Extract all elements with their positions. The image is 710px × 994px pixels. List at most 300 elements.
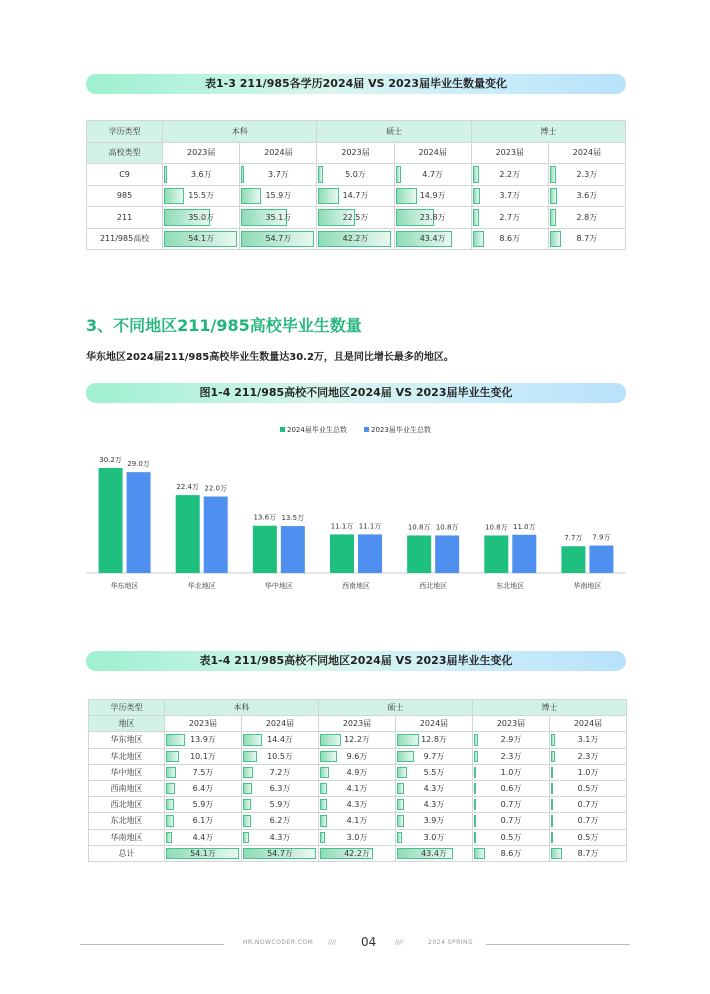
table-cell [242,797,319,813]
cell-data-bar [320,832,325,843]
table-row [87,185,626,207]
header-category: 学历类型 [89,700,165,716]
cell-value: 4.3万 [423,784,445,794]
cell-value: 10.1万 [190,751,216,761]
header-row-label: 高校类型 [87,142,163,164]
table-cell [394,164,471,186]
table-cell [242,780,319,796]
cell-data-bar [320,815,327,826]
cell-data-bar [473,188,480,205]
table-cell [242,732,319,748]
cell-value: 42.2万 [342,234,369,244]
table-cell [471,164,548,186]
cell-value: 3.7万 [267,169,289,179]
data-label: 11.1万 [330,522,354,531]
footer-line-left [80,944,224,945]
bar [561,546,585,573]
cell-data-bar [550,166,556,183]
footer-sep-left: //// [328,939,337,946]
cell-data-bar [166,767,176,778]
cell-value: 54.1万 [190,848,216,858]
header-year: 2024届 [550,716,627,732]
table-cell [317,164,394,186]
cell-value: 2.9万 [500,735,522,745]
bar [204,497,228,573]
row-label: C9 [87,164,163,186]
cell-value: 8.7万 [576,234,598,244]
table-cell [396,780,473,796]
cell-data-bar [243,783,252,794]
table-cell [473,829,550,845]
cell-data-bar [243,799,251,810]
table-cell [319,748,396,764]
cell-value: 4.1万 [346,784,368,794]
table-cell [242,748,319,764]
table-cell [550,813,627,829]
table-row [89,764,627,780]
cell-data-bar [243,767,253,778]
table-cell [165,845,242,861]
table-cell [550,748,627,764]
cell-value: 0.7万 [500,800,522,810]
cell-data-bar [320,783,327,794]
table-cell [165,813,242,829]
table-cell [548,164,625,186]
data-label: 7.7万 [564,534,583,543]
cell-data-bar [474,783,476,794]
cell-value: 3.9万 [423,816,445,826]
header-year: 2024届 [548,142,625,164]
cell-data-bar [473,166,479,183]
cell-data-bar [166,734,185,745]
bar [435,535,459,573]
cell-value: 12.2万 [344,735,370,745]
table-cell [471,185,548,207]
header-year: 2024届 [240,142,317,164]
cell-data-bar [318,188,339,205]
data-label: 10.8万 [435,523,459,532]
table-cell [165,780,242,796]
cell-value: 42.2万 [344,848,370,858]
cell-data-bar [396,188,417,205]
data-label: 30.2万 [99,456,122,464]
region-bar-chart [86,420,626,600]
table-cell [473,748,550,764]
table-cell [550,780,627,796]
cell-data-bar [474,799,476,810]
bar [127,472,151,573]
x-tick-label: 华中地区 [264,582,293,590]
cell-data-bar [320,799,327,810]
cell-data-bar [397,832,402,843]
cell-data-bar [243,734,262,745]
table-row [89,829,627,845]
header-row-label: 地区 [89,716,165,732]
table-cell [471,228,548,250]
header-degree: 硕士 [317,121,471,143]
cell-data-bar [320,751,337,762]
table-cell [396,845,473,861]
table-cell [550,797,627,813]
cell-value: 13.9万 [190,735,216,745]
cell-data-bar [243,832,249,843]
bar [407,535,431,573]
table-cell [240,207,317,229]
cell-value: 14.9万 [419,191,446,201]
legend-label: 2024届毕业生总数 [287,426,347,434]
cell-data-bar [473,209,479,226]
cell-value: 35.0万 [188,212,215,222]
table-cell [165,797,242,813]
x-tick-label: 华东地区 [110,582,139,590]
header-year: 2023届 [165,716,242,732]
table-cell [317,228,394,250]
cell-data-bar [551,783,553,794]
header-degree: 本科 [165,700,319,716]
cell-value: 2.3万 [577,751,599,761]
cell-value: 5.5万 [423,767,445,777]
cell-data-bar [397,767,407,778]
cell-data-bar [320,767,329,778]
cell-data-bar [551,767,553,778]
cell-data-bar [551,832,553,843]
header-year: 2023届 [163,142,240,164]
cell-data-bar [164,188,184,205]
header-year: 2023届 [473,716,550,732]
x-tick-label: 西南地区 [342,582,370,590]
cell-value: 4.4万 [192,832,214,842]
header-degree: 博士 [473,700,627,716]
cell-value: 0.5万 [500,832,522,842]
row-label: 211 [87,207,163,229]
table-cell [240,164,317,186]
x-tick-label: 华南地区 [573,582,602,590]
cell-value: 4.3万 [346,800,368,810]
cell-value: 12.8万 [421,735,447,745]
table-cell [317,207,394,229]
table-cell [165,764,242,780]
legend-label: 2023届毕业生总数 [371,426,431,434]
table-cell [163,164,240,186]
cell-value: 8.7万 [577,848,599,858]
cell-value: 54.7万 [265,234,292,244]
table-row [87,207,626,229]
row-label: 华北地区 [89,748,165,764]
table-cell [319,780,396,796]
cell-data-bar [551,815,553,826]
cell-value: 5.0万 [345,169,366,179]
data-label: 10.8万 [407,523,431,532]
cell-value: 9.7万 [423,751,445,761]
table-cell [319,813,396,829]
header-degree: 本科 [163,121,317,143]
header-year: 2023届 [317,142,394,164]
cell-value: 15.9万 [265,191,292,201]
table-cell [548,185,625,207]
cell-value: 4.1万 [346,816,368,826]
table-cell [548,228,625,250]
row-label: 西北地区 [89,797,165,813]
figure14-title: 图1-4 211/985高校不同地区2024届 VS 2023届毕业生变化 [86,383,626,403]
table-cell [319,797,396,813]
cell-value: 5.9万 [269,800,291,810]
cell-data-bar [474,815,476,826]
table-cell [242,845,319,861]
header-year: 2024届 [394,142,471,164]
table-cell [473,764,550,780]
cell-value: 14.7万 [342,191,369,201]
cell-value: 3.6万 [190,169,212,179]
x-tick-label: 东北地区 [496,582,525,590]
table-cell [165,732,242,748]
table-cell [240,185,317,207]
header-degree: 硕士 [319,700,473,716]
cell-data-bar [243,815,251,826]
cell-value: 1.0万 [577,767,599,777]
cell-value: 6.2万 [269,816,291,826]
legend-swatch [364,427,369,432]
header-year: 2024届 [242,716,319,732]
cell-value: 4.7万 [422,169,443,179]
cell-value: 15.5万 [188,191,215,201]
table-cell [550,764,627,780]
data-label: 10.8万 [484,523,508,532]
table-cell [394,228,471,250]
data-label: 11.0万 [512,522,536,531]
table-cell [396,797,473,813]
table14 [88,699,627,862]
cell-value: 9.6万 [346,751,368,761]
data-label: 29.0万 [127,460,150,469]
cell-value: 54.7万 [267,848,293,858]
cell-value: 3.0万 [346,832,368,842]
row-label: 西南地区 [89,780,165,796]
cell-data-bar [241,166,244,183]
table-row [89,813,627,829]
cell-value: 0.5万 [577,784,599,794]
table-row [89,797,627,813]
cell-data-bar [164,166,167,183]
cell-value: 0.7万 [577,800,599,810]
row-label: 211/985高校 [87,228,163,250]
table-cell [473,813,550,829]
footer-site: HR.NOWCODER.COM [243,939,314,946]
x-tick-label: 华北地区 [187,582,216,590]
cell-data-bar [474,734,478,745]
table-cell [394,207,471,229]
cell-value: 0.7万 [577,816,599,826]
table-row [89,845,627,861]
cell-value: 0.5万 [577,832,599,842]
cell-value: 7.5万 [192,767,214,777]
cell-data-bar [397,783,404,794]
cell-data-bar [474,848,485,859]
cell-value: 3.7万 [499,191,521,201]
cell-value: 3.1万 [577,735,599,745]
cell-value: 4.9万 [346,767,368,777]
page-number: 04 [361,935,377,949]
table-row [89,780,627,796]
cell-value: 43.4万 [421,848,447,858]
header-year: 2023届 [471,142,548,164]
cell-data-bar [474,751,478,762]
bar [589,546,613,573]
bar [99,468,123,573]
table-cell [163,207,240,229]
cell-value: 54.1万 [188,234,215,244]
bar [512,535,536,573]
table-cell [165,748,242,764]
cell-data-bar [241,188,261,205]
table-cell [242,764,319,780]
cell-value: 7.2万 [269,767,291,777]
cell-data-bar [551,734,555,745]
cell-data-bar [474,832,476,843]
row-label: 华东地区 [89,732,165,748]
bar [358,534,382,573]
table-cell [319,764,396,780]
cell-value: 8.6万 [499,234,521,244]
table-row [87,164,626,186]
table-cell [473,845,550,861]
table-cell [396,748,473,764]
table-cell [240,228,317,250]
cell-data-bar [166,815,174,826]
cell-data-bar [473,231,484,248]
cell-value: 2.7万 [499,212,521,222]
table-cell [396,764,473,780]
header-year: 2023届 [319,716,396,732]
section-title: 3、不同地区211/985高校毕业生数量 [86,316,362,335]
data-label: 7.9万 [592,533,611,542]
table-cell [548,207,625,229]
header-year: 2024届 [396,716,473,732]
table-cell [317,185,394,207]
data-label: 13.6万 [253,513,277,522]
row-label: 东北地区 [89,813,165,829]
table-cell [165,829,242,845]
table-cell [471,207,548,229]
cell-data-bar [474,767,476,778]
table13 [86,120,626,250]
table-row [89,732,627,748]
row-label: 总计 [89,845,165,861]
table13-title: 表1-3 211/985各学历2024届 VS 2023届毕业生数量变化 [86,74,626,94]
table-cell [550,845,627,861]
row-label: 华南地区 [89,829,165,845]
cell-data-bar [166,832,172,843]
table14-title: 表1-4 211/985高校不同地区2024届 VS 2023届毕业生变化 [86,651,626,671]
data-label: 11.1万 [358,522,382,531]
cell-data-bar [320,734,341,745]
section-text: 华东地区2024届211/985高校毕业生数量达30.2万，且是同比增长最多的地区。 [86,352,454,363]
cell-value: 6.3万 [269,784,291,794]
cell-value: 6.4万 [192,784,214,794]
cell-value: 0.6万 [500,784,522,794]
table-cell [396,732,473,748]
cell-value: 23.8万 [419,212,446,222]
header-category: 学历类型 [87,121,163,143]
table-row [87,228,626,250]
table-cell [242,813,319,829]
cell-value: 2.8万 [576,212,598,222]
table-cell [319,845,396,861]
data-label: 22.0万 [204,484,228,493]
cell-data-bar [166,799,174,810]
table-cell [396,813,473,829]
cell-data-bar [550,188,557,205]
cell-value: 43.4万 [419,234,446,244]
cell-data-bar [243,751,257,762]
cell-value: 35.1万 [265,212,292,222]
table-cell [473,797,550,813]
bar [330,534,354,573]
cell-data-bar [397,751,414,762]
cell-value: 1.0万 [500,767,522,777]
cell-value: 22.5万 [342,212,369,222]
cell-data-bar [397,734,419,745]
row-label: 华中地区 [89,764,165,780]
cell-value: 3.6万 [576,191,598,201]
table-cell [394,185,471,207]
table-cell [550,732,627,748]
table-cell [473,780,550,796]
table-cell [242,829,319,845]
bar [176,495,200,573]
page-footer [0,935,710,955]
cell-value: 4.3万 [423,800,445,810]
legend-swatch [280,427,285,432]
cell-data-bar [397,815,404,826]
cell-data-bar [551,799,553,810]
cell-value: 0.7万 [500,816,522,826]
cell-value: 2.3万 [500,751,522,761]
cell-data-bar [396,166,401,183]
table-cell [319,829,396,845]
cell-value: 3.0万 [423,832,445,842]
cell-value: 4.3万 [269,832,291,842]
x-tick-label: 西北地区 [419,582,448,590]
table-row [89,748,627,764]
cell-value: 2.2万 [499,169,521,179]
bar [253,526,277,573]
cell-data-bar [551,751,555,762]
footer-line-right [486,944,630,945]
cell-data-bar [166,783,175,794]
data-label: 13.5万 [281,514,305,523]
table-cell [473,732,550,748]
cell-data-bar [551,848,562,859]
cell-value: 2.3万 [576,169,598,179]
bar [281,526,305,573]
cell-value: 5.9万 [192,800,214,810]
cell-data-bar [550,231,561,248]
cell-value: 14.4万 [267,735,293,745]
row-label: 985 [87,185,163,207]
table-cell [163,185,240,207]
cell-data-bar [397,799,404,810]
cell-value: 6.1万 [192,816,214,826]
table-cell [163,228,240,250]
header-degree: 博士 [471,121,625,143]
footer-season: 2024 SPRING [428,939,474,946]
cell-value: 10.5万 [267,751,293,761]
data-label: 22.4万 [176,483,200,492]
footer-sep-right: //// [395,939,404,946]
cell-data-bar [166,751,179,762]
bar [484,535,508,573]
table-cell [396,829,473,845]
